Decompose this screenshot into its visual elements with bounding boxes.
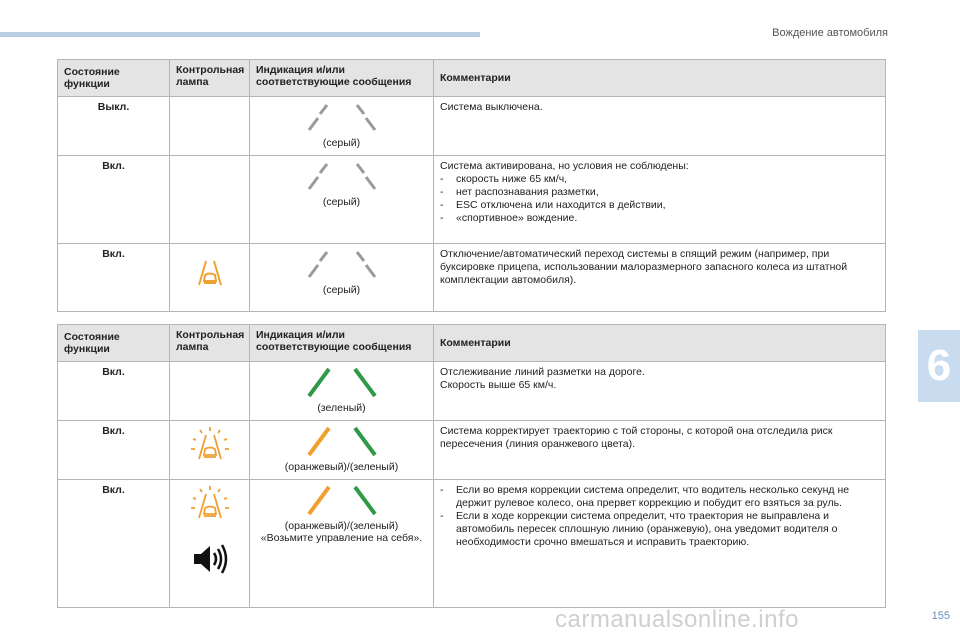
header-comments: Комментарии — [434, 60, 886, 97]
indication-caption: (серый) — [322, 196, 361, 208]
header-indication: Индикация и/или соответствующие сообщения — [250, 60, 434, 97]
comment-list — [440, 173, 879, 225]
indication-message: «Возьмите управление на себя». — [260, 532, 423, 544]
indication-cell — [250, 244, 434, 312]
indication-caption: (оранжевый)/(зеленый) — [284, 461, 399, 473]
list-item: - ESC отключена или находится в действии, — [440, 199, 879, 212]
list-item: - Если во время коррекции система определит, что водитель несколько секунд не держит рулевое колесо, она прервет коррекцию и побудит его взяться за руль. — [440, 484, 879, 510]
table-row — [58, 244, 886, 312]
green-lane-lines-icon — [292, 366, 392, 400]
comment-cell — [434, 480, 886, 608]
function-status-table-2 — [57, 324, 886, 608]
indication-cell — [250, 97, 434, 156]
indication-caption: (зеленый) — [317, 402, 366, 414]
orange-lane-car-flashing-icon — [188, 484, 232, 528]
grey-lane-lines-icon — [292, 248, 392, 282]
watermark: carmanualsonline.info — [555, 606, 799, 633]
indication-cell — [250, 480, 434, 608]
state-cell: Вкл. — [58, 421, 170, 480]
page-number: 155 — [931, 610, 950, 622]
comment-cell — [434, 156, 886, 244]
indication-caption: (серый) — [322, 284, 361, 296]
grey-lane-lines-icon — [292, 101, 392, 135]
lamp-cell — [170, 421, 250, 480]
orange-lane-car-icon — [193, 256, 227, 290]
function-status-table-1 — [57, 59, 886, 312]
indication-cell — [250, 156, 434, 244]
indication-cell — [250, 421, 434, 480]
header-comments: Комментарии — [434, 325, 886, 362]
chapter-tab — [918, 330, 960, 402]
comment-cell — [434, 362, 886, 421]
state-cell: Вкл. — [58, 362, 170, 421]
header-accent-bar — [0, 32, 480, 37]
chapter-number: 6 — [926, 341, 952, 390]
header-state: Состояние функции — [58, 325, 170, 362]
lamp-cell — [170, 480, 250, 608]
table-row — [58, 480, 886, 608]
list-item: - скорость ниже 65 км/ч, — [440, 173, 879, 186]
lamp-cell — [170, 97, 250, 156]
grey-lane-lines-icon — [292, 160, 392, 194]
list-item: - «спортивное» вождение. — [440, 212, 879, 225]
state-cell: Выкл. — [58, 97, 170, 156]
header-lamp: Контрольная лампа — [170, 60, 250, 97]
table-header-row — [58, 60, 886, 97]
list-item: - Если в ходе коррекции система определит, что траектория не выправлена и автомобиль пересек сплошную линию (оранжевую), она уведомит водителя о необходимости срочно вмешаться и исправить траекторию. — [440, 510, 879, 549]
header-lamp: Контрольная лампа — [170, 325, 250, 362]
comment-line: Скорость выше 65 км/ч. — [440, 379, 557, 391]
state-cell: Вкл. — [58, 480, 170, 608]
indication-caption: (серый) — [322, 137, 361, 149]
table-row — [58, 97, 886, 156]
state-cell: Вкл. — [58, 156, 170, 244]
state-cell: Вкл. — [58, 244, 170, 312]
table-row — [58, 156, 886, 244]
comment-cell: Система выключена. — [434, 97, 886, 156]
lamp-cell — [170, 156, 250, 244]
lamp-cell — [170, 362, 250, 421]
orange-lane-car-flashing-icon — [188, 425, 232, 469]
table-header-row — [58, 325, 886, 362]
comment-cell: Отключение/автоматический переход системы в спящий режим (например, при буксировке прицепа, использовании малоразмерного запасного колеса из штатной комплектации автомобиля). — [434, 244, 886, 312]
comment-cell: Система корректирует траекторию с той стороны, с которой она отследила риск пересечения (линия оранжевого цвета). — [434, 421, 886, 480]
header-indication: Индикация и/или соответствующие сообщения — [250, 325, 434, 362]
orange-green-lane-lines-icon — [292, 425, 392, 459]
speaker-sound-icon — [190, 542, 230, 576]
table-row — [58, 362, 886, 421]
lamp-cell — [170, 244, 250, 312]
indication-caption: (оранжевый)/(зеленый) — [284, 520, 399, 532]
indication-cell — [250, 362, 434, 421]
comment-line: Отслеживание линий разметки на дороге. — [440, 366, 645, 378]
header-state: Состояние функции — [58, 60, 170, 97]
comment-list — [440, 484, 879, 549]
orange-green-lane-lines-icon — [292, 484, 392, 518]
section-title: Вождение автомобиля — [772, 27, 888, 39]
comment-intro: Система активирована, но условия не соблюдены: — [440, 160, 689, 172]
table-row — [58, 421, 886, 480]
list-item: - нет распознавания разметки, — [440, 186, 879, 199]
